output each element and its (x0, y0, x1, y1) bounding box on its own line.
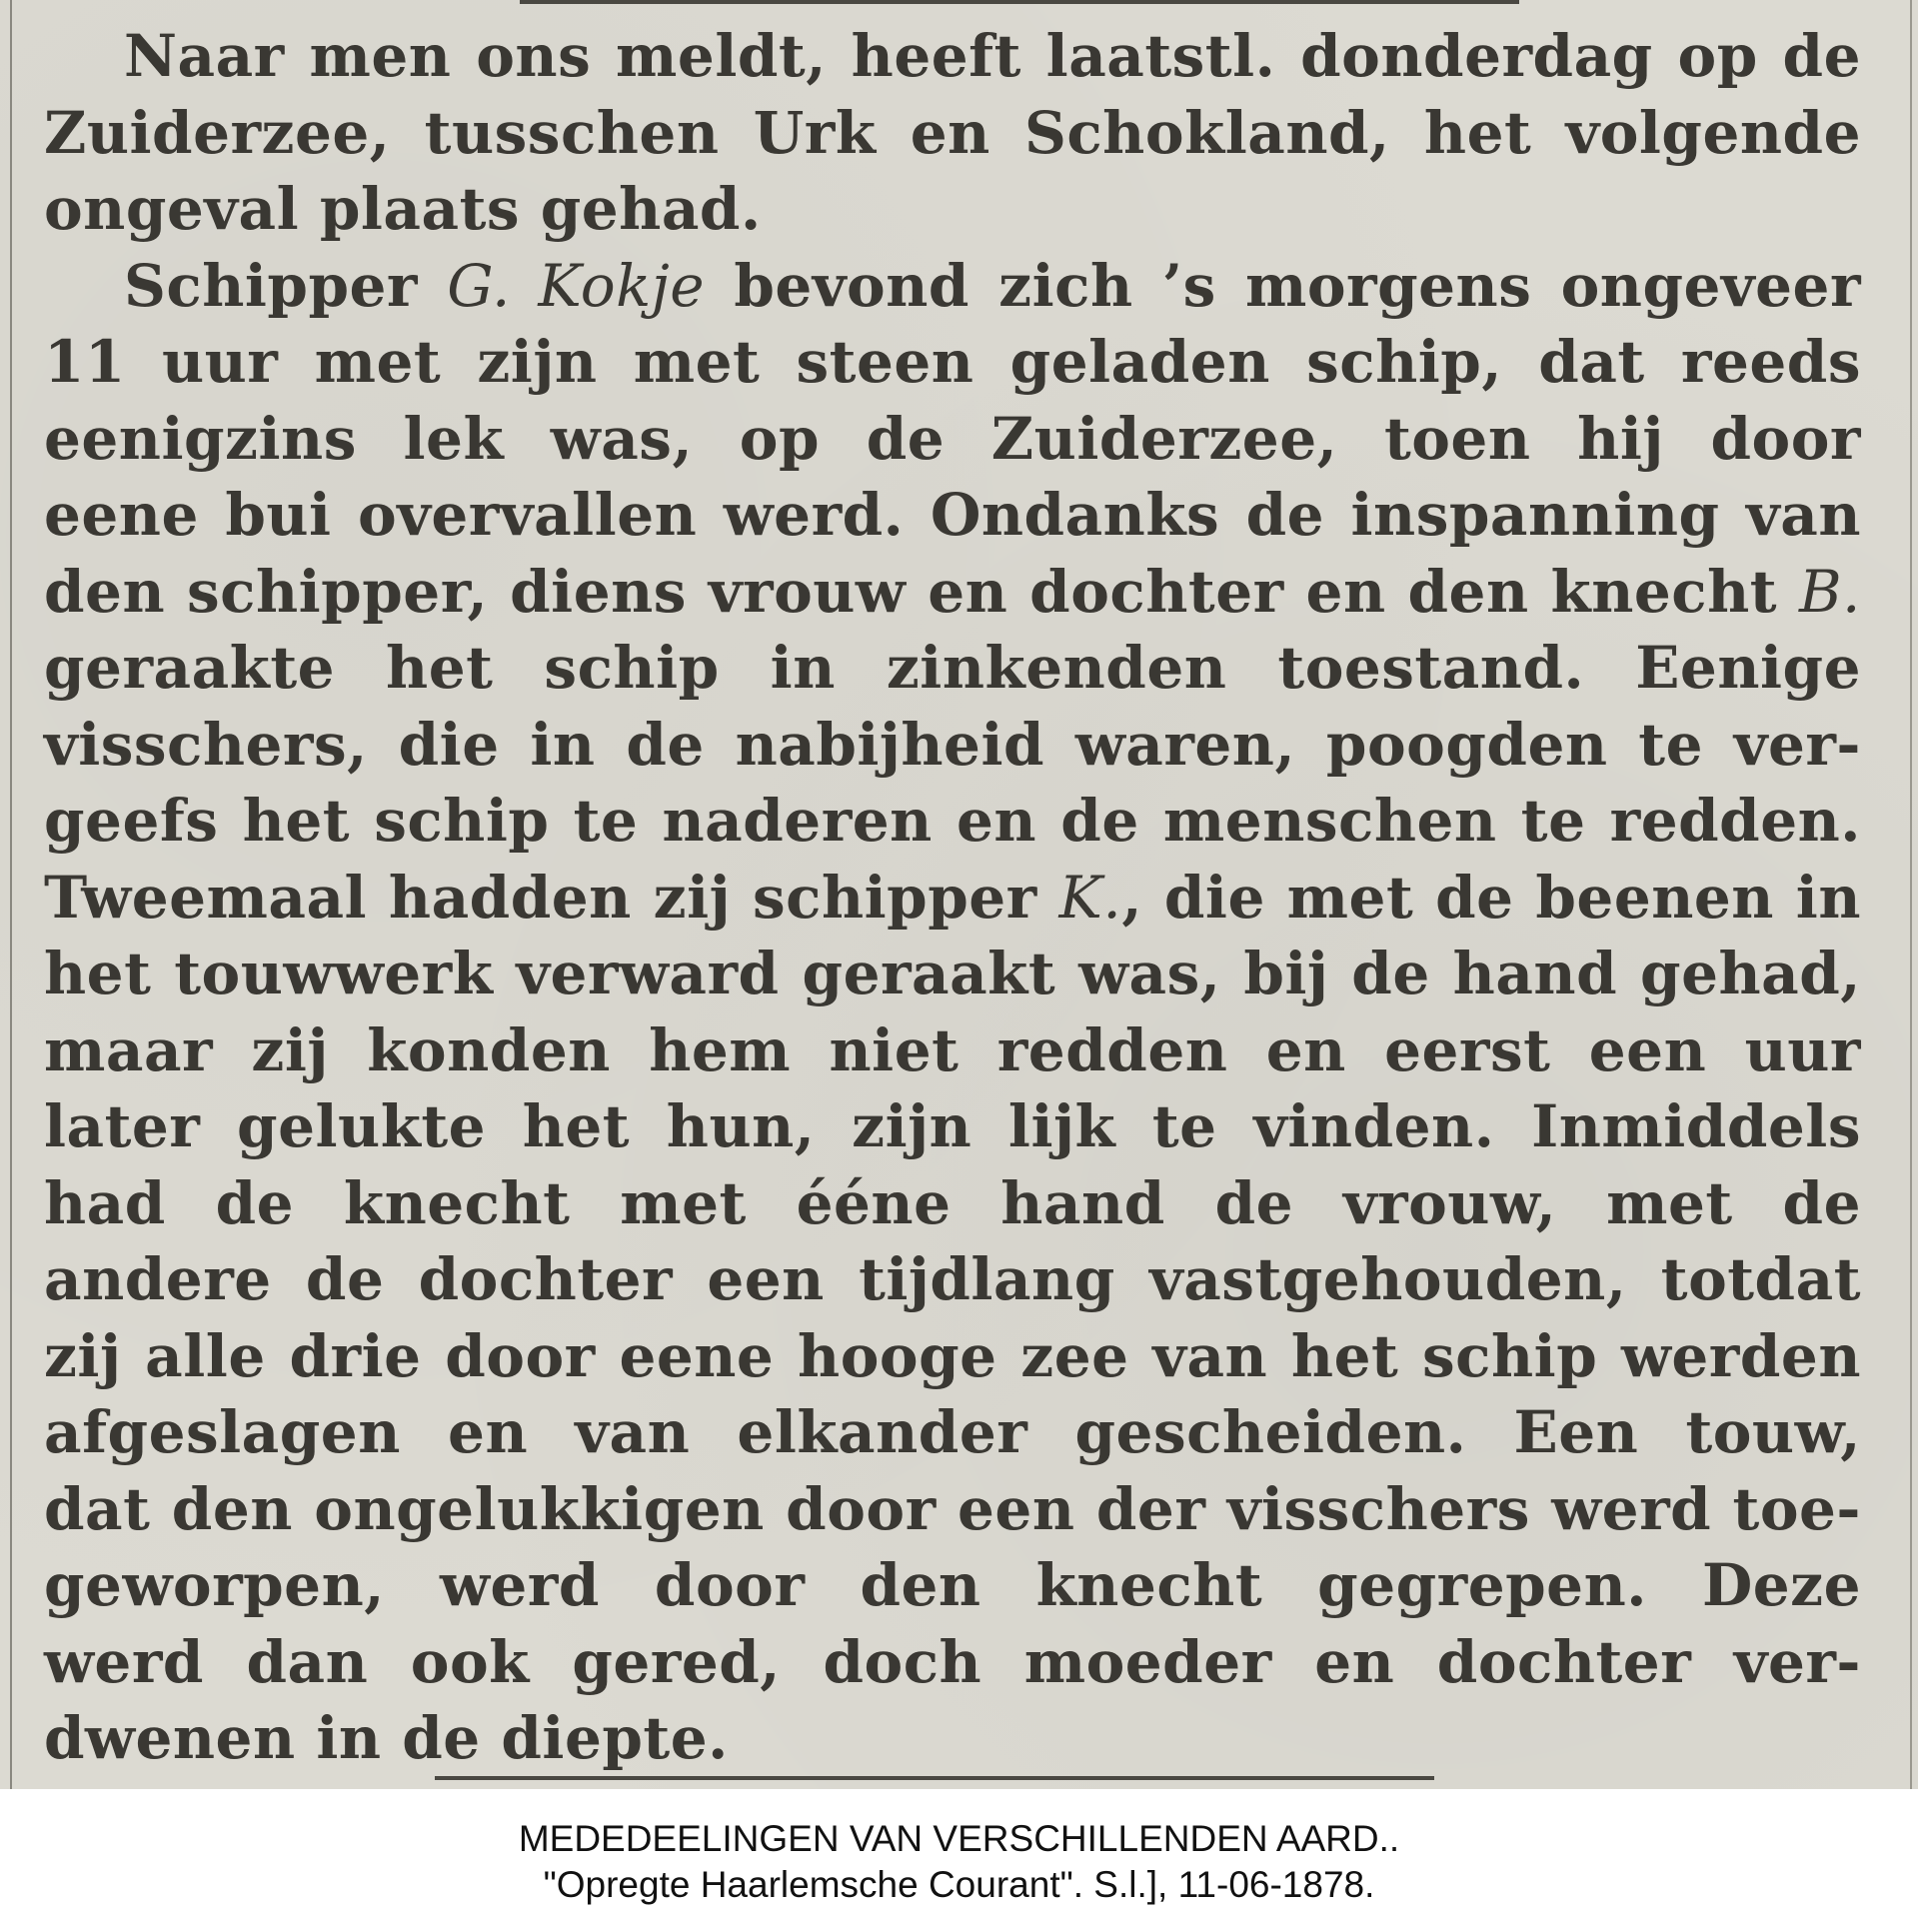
text-line: afgeslagen en van elkander gescheiden. Een touw, (44, 1398, 1861, 1466)
text-line: visschers, die in de nabijheid waren, poogden te ver- (44, 710, 1861, 779)
text-line (44, 248, 1861, 325)
text-line: geefs het schip te naderen en de menschen te redden. (44, 787, 1861, 855)
bottom-rule (435, 1776, 1434, 1780)
text-line: eene bui overvallen werd. Ondanks de inspanning van (44, 481, 1861, 549)
person-name: K. (1058, 863, 1122, 932)
text-line: had de knecht met ééne hand de vrouw, met de (44, 1168, 1861, 1237)
text-segment: Tweemaal hadden zij schipper (44, 863, 1059, 932)
article-text (44, 18, 1861, 1777)
text-line (44, 554, 1861, 631)
text-line: eenigzins lek was, op de Zuiderzee, toen hij door (44, 404, 1861, 473)
text-line: Naar men ons meldt, heeft laatstl. donderdag op de (124, 22, 1861, 90)
text-line: 11 uur met zijn met steen geladen schip, dat reeds (44, 328, 1861, 396)
column-rule-left (10, 0, 12, 1789)
text-line: andere de dochter een tijdlang vastgehouden, totdat (44, 1245, 1861, 1313)
text-segment: , die met de beenen in (1121, 863, 1861, 932)
caption-source: "Opregte Haarlemsche Courant". S.l.], 11-06-1878. (543, 1864, 1375, 1905)
person-name: B. (1798, 557, 1861, 626)
text-segment: bevond zich ’s morgens ongeveer (705, 251, 1861, 320)
person-name: G. Kokje (447, 251, 706, 320)
text-line: Zuiderzee, tusschen Urk en Schokland, het volgende (44, 98, 1861, 167)
caption-title: MEDEDEELINGEN VAN VERSCHILLENDEN AARD.. (518, 1818, 1400, 1859)
text-line: maar zij konden hem niet redden en eerst een uur (44, 1015, 1861, 1084)
text-line: dat den ongelukkigen door een der visschers werd toe- (44, 1474, 1861, 1543)
source-caption (0, 1816, 1918, 1908)
text-line: het touwwerk verward geraakt was, bij de hand gehad, (44, 940, 1861, 1007)
text-segment: den schipper, diens vrouw en dochter en den knecht (44, 557, 1799, 626)
text-line: zij alle drie door eene hooge zee van het schip werden (44, 1321, 1861, 1390)
text-line: dwenen in de diepte. (44, 1704, 729, 1772)
text-line: later gelukte het hun, zijn lijk te vinden. Inmiddels (44, 1092, 1861, 1160)
top-rule (520, 0, 1519, 4)
text-line: werd dan ook gered, doch moeder en dochter ver- (44, 1627, 1861, 1696)
column-rule-right (1910, 0, 1912, 1789)
text-line (44, 860, 1861, 937)
text-line: geworpen, werd door den knecht gegrepen. Deze (44, 1551, 1861, 1619)
text-segment: Schipper (124, 251, 448, 320)
text-line: geraakte het schip in zinkenden toestand. Eenige (44, 634, 1861, 702)
text-line: ongeval plaats gehad. (44, 175, 762, 243)
